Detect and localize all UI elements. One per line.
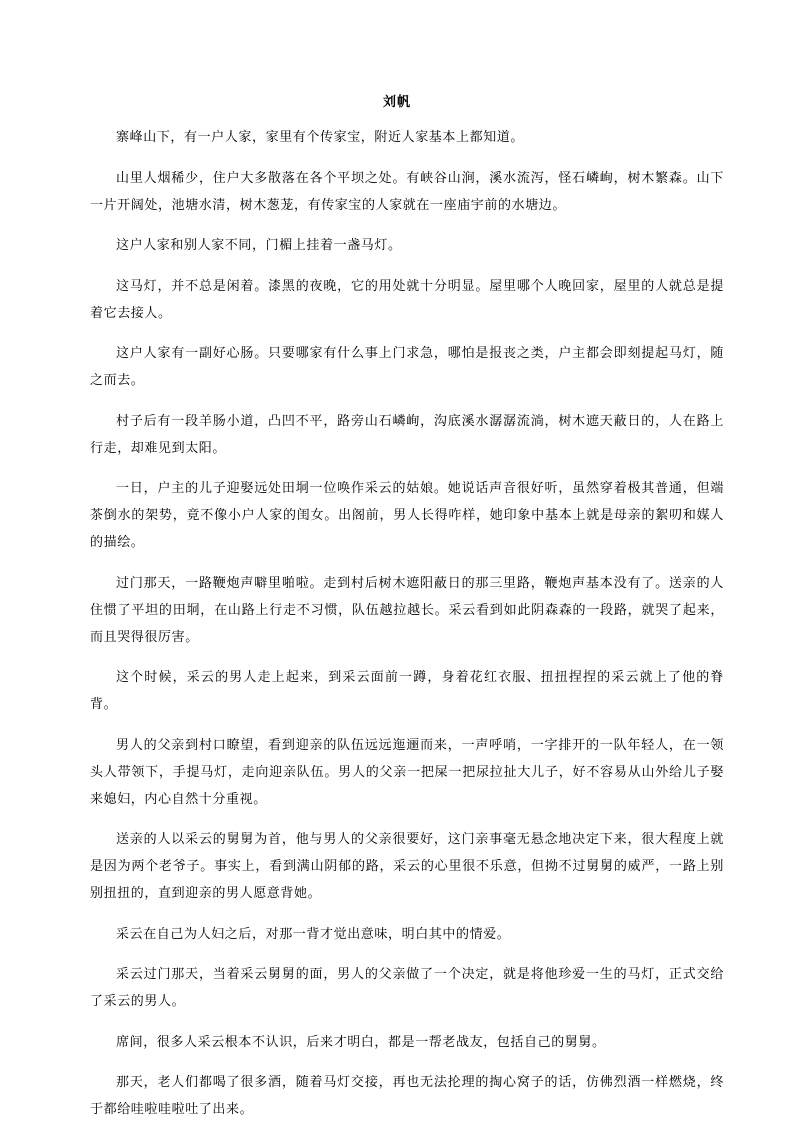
paragraph: 采云在自己为人妇之后，对那一背才觉出意味，明白其中的情爱。: [116, 926, 511, 942]
paragraph: 这户人家和别人家不同，门楣上挂着一盏马灯。: [116, 238, 402, 253]
paragraph: 席间，很多人采云根本不认识，后来才明白，都是一帮老战友，包括自己的舅舅。: [116, 1034, 606, 1050]
paragraph: 一日，户主的儿子迎娶远处田垌一位唤作采云的姑娘。她说话声音很好听，虽然穿着极其普通，但端茶倒水的架势，竟不像小户人家的闺女。出阁前，男人长得咋样，她印象中基本上就是母亲的絮叨和媒人的描绘。: [90, 481, 724, 550]
paragraph: 山里人烟稀少，住户大多散落在各个平坝之处。有峡谷山涧，溪水流泻，怪石嶙峋，树木繁森。山下一片开阔处，池塘水清，树木葱茏，有传家宝的人家就在一座庙宇前的水塘边。: [90, 170, 724, 213]
paragraph: 采云过门那天，当着采云舅舅的面，男人的父亲做了一个决定，就是将他珍爱一生的马灯，正式交给了采云的男人。: [90, 967, 724, 1009]
author-name: 刘帆: [382, 95, 411, 110]
paragraph: 男人的父亲到村口瞭望，看到迎亲的队伍远远迤逦而来，一声呼哨，一字排开的一队年轻人，在一领头人带领下，手提马灯，走向迎亲队伍。男人的父亲一把屎一把尿拉扯大儿子，好不容易从山外给儿子娶来媳妇，内心自然十分重视。: [90, 737, 724, 807]
paragraph: 那天，老人们都喝了很多酒，随着马灯交接，再也无法抡理的掏心窝子的话，仿佛烈酒一样燃烧，终于都给哇啦哇啦吐了出来。: [90, 1075, 724, 1117]
paragraph: 这马灯，并不总是闲着。漆黑的夜晚，它的用处就十分明显。屋里哪个人晚回家，屋里的人就总是提着它去接人。: [90, 278, 724, 321]
article-body: [90, 124, 724, 1137]
paragraph: 村子后有一段羊肠小道，凸凹不平，路旁山石嶙峋，沟底溪水潺潺流淌，树木遮天蔽日的，人在路上行走，却难见到太阳。: [90, 413, 724, 456]
paragraph: 这户人家有一副好心肠。只要哪家有什么事上门求急，哪怕是报丧之类，户主都会即刻提起马灯，随之而去。: [90, 346, 724, 388]
paragraph: 这个时候，采云的男人走上起来，到采云面前一蹲，身着花红衣服、扭扭捏捏的采云就上了他的脊背。: [90, 670, 724, 712]
paragraph: 寨峰山下，有一户人家，家里有个传家宝，附近人家基本上都知道。: [116, 130, 525, 145]
paragraph: 送亲的人以采云的舅舅为首，他与男人的父亲很要好，这门亲事毫无悬念地决定下来，很大程度上就是因为两个老爷子。事实上，看到满山阴郁的路，采云的心里很不乐意，但拗不过舅舅的威严，一路上别别扭扭的，直到迎亲的男人愿意背她。: [90, 832, 724, 901]
paragraph: 过门那天，一路鞭炮声噼里啪啦。走到村后树木遮阳蔽日的那三里路，鞭炮声基本没有了。送亲的人住惯了平坦的田垌，在山路上行走不习惯，队伍越拉越长。采云看到如此阴森森的一段路，就哭了起来，而且哭得很厉害。: [90, 575, 724, 645]
